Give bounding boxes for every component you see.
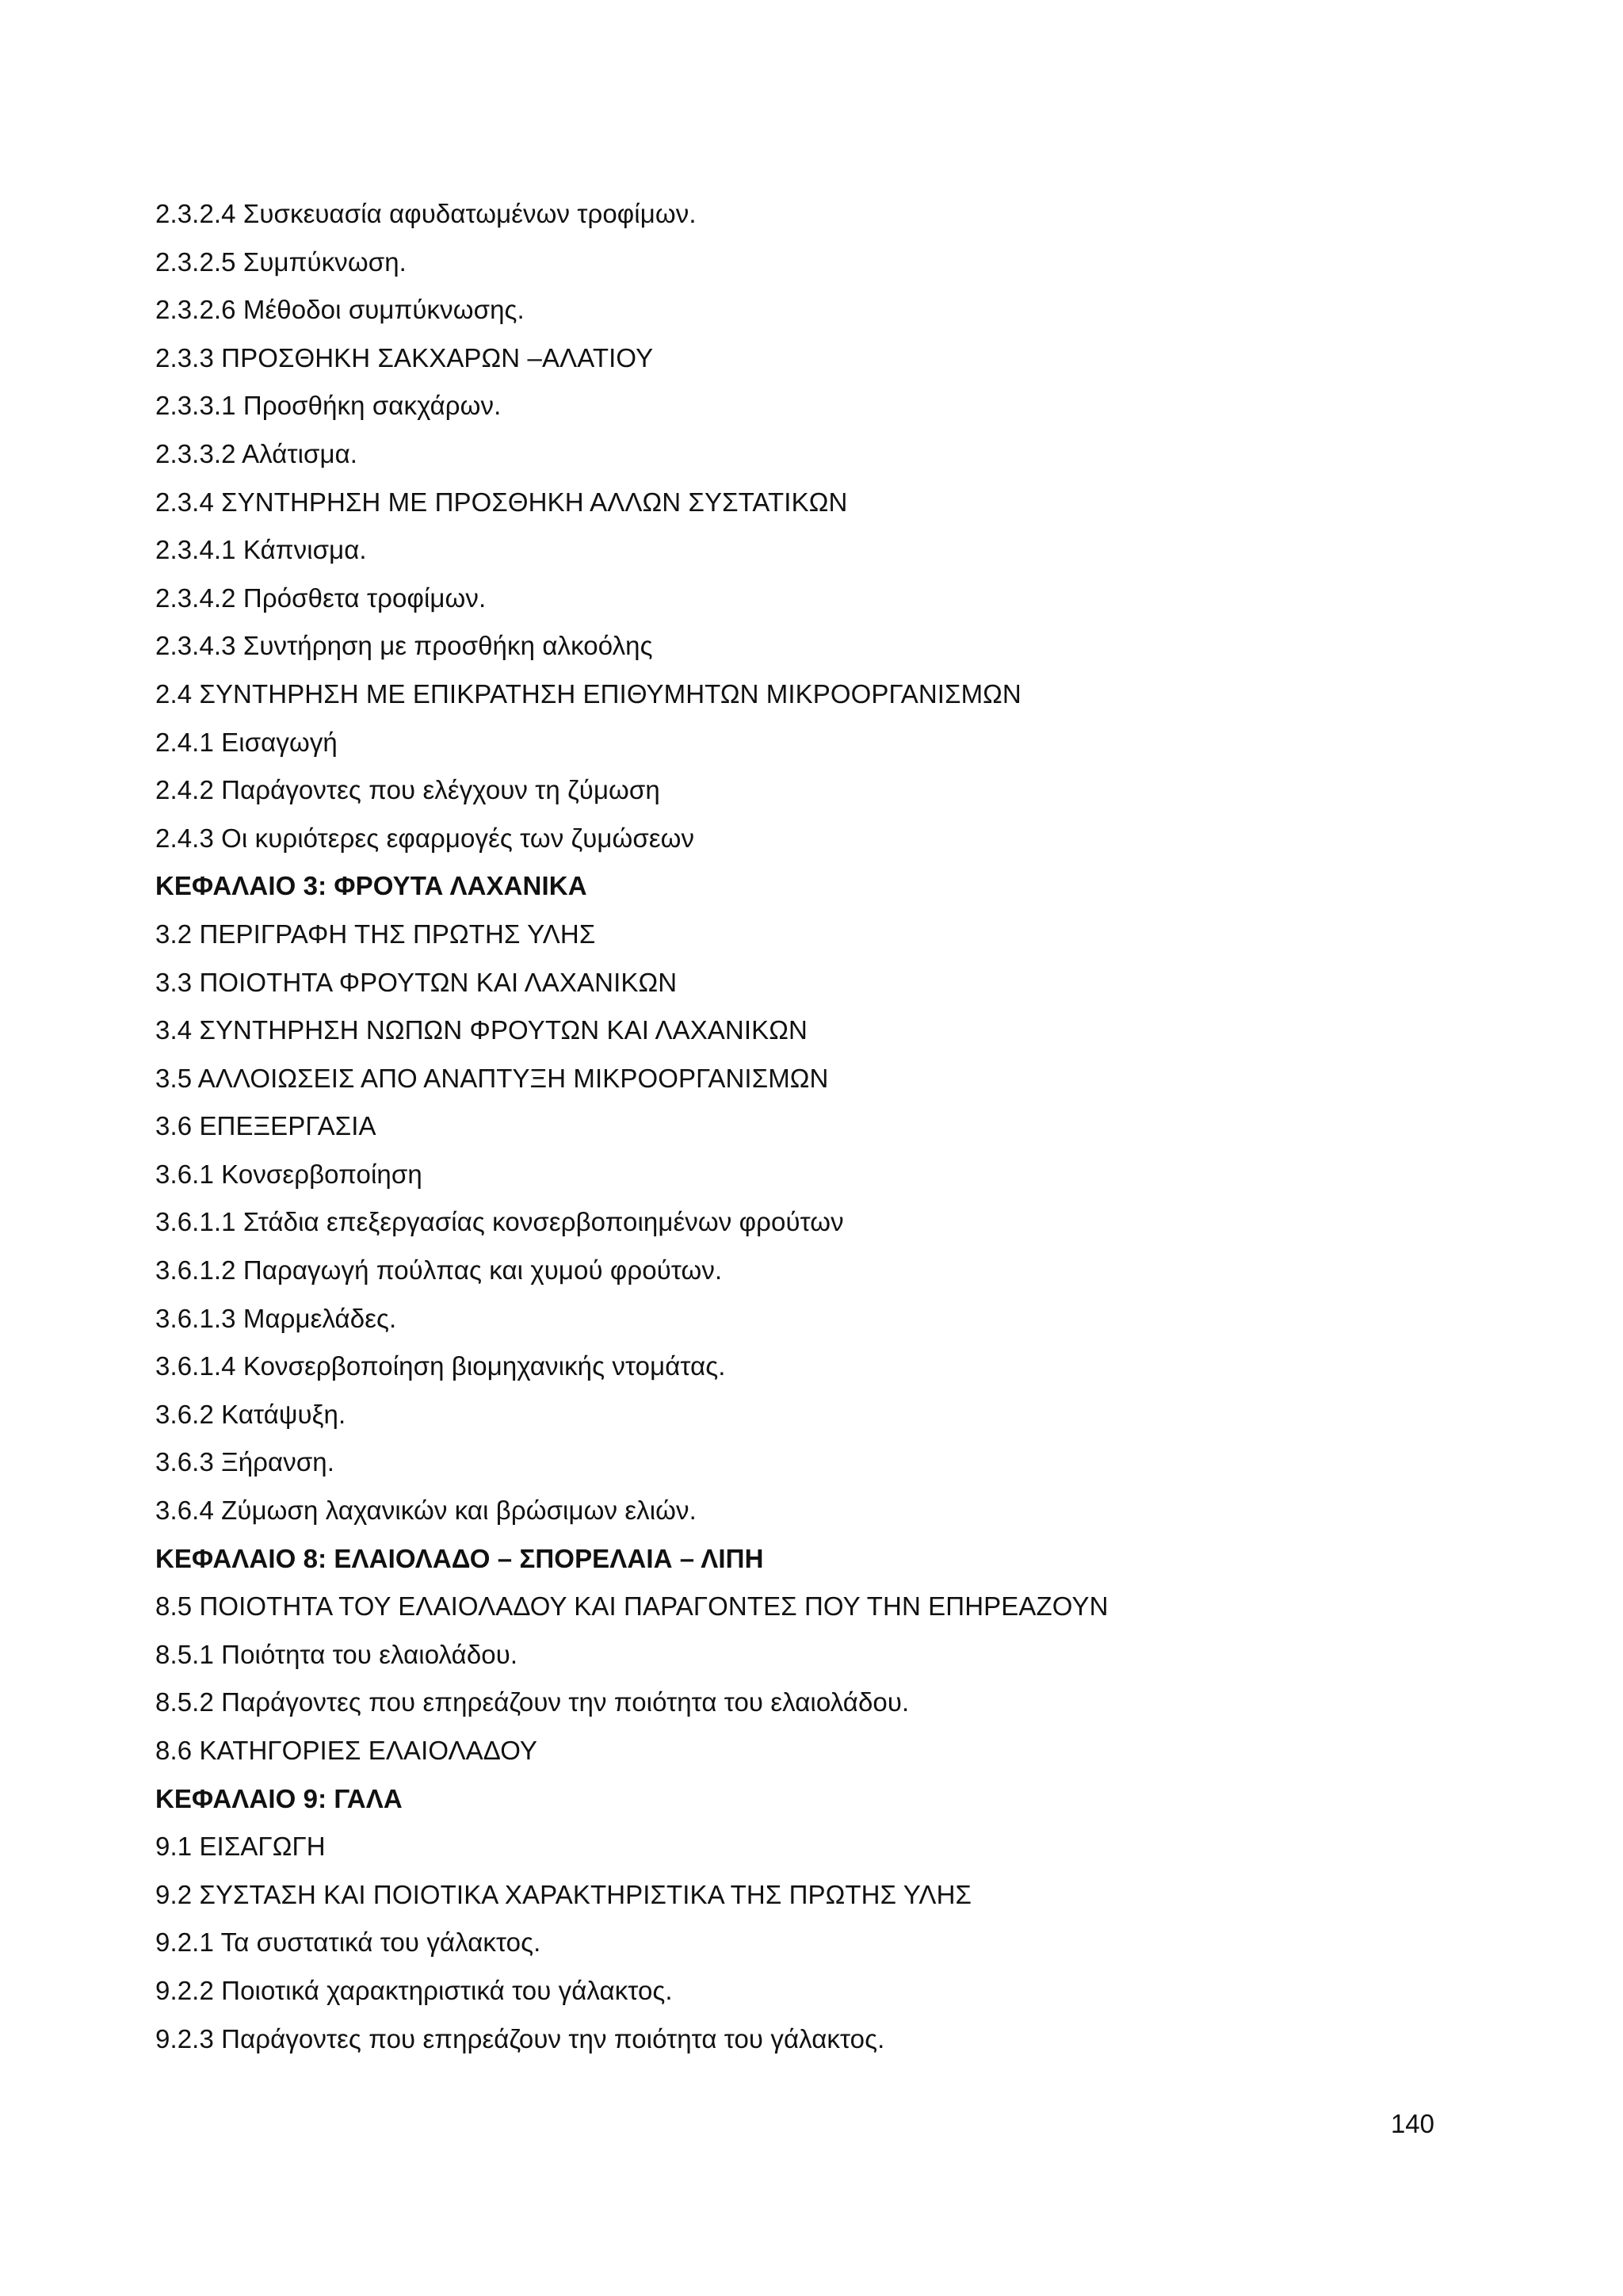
toc-chapter-heading: ΚΕΦΑΛΑΙΟ 3: ΦΡΟΥΤΑ ΛΑΧΑΝΙΚΑ xyxy=(155,871,587,901)
toc-chapter-heading: ΚΕΦΑΛΑΙΟ 9: ΓΑΛΑ xyxy=(155,1783,403,1813)
toc-entry: 3.6 ΕΠΕΞΕΡΓΑΣΙΑ xyxy=(155,1111,376,1141)
table-of-contents xyxy=(155,190,1503,2063)
toc-entry: 2.3.3.2 Αλάτισμα. xyxy=(155,438,358,468)
toc-entry: 2.3.2.4 Συσκευασία αφυδατωμένων τροφίμων. xyxy=(155,199,697,228)
toc-chapter-heading: ΚΕΦΑΛΑΙΟ 8: ΕΛΑΙΟΛΑΔΟ – ΣΠΟΡΕΛΑΙΑ – ΛΙΠΗ xyxy=(155,1543,764,1573)
toc-entry: 9.1 ΕΙΣΑΓΩΓΗ xyxy=(155,1832,326,1862)
toc-entry: 2.4.1 Εισαγωγή xyxy=(155,727,338,757)
toc-entry: 2.4.2 Παράγοντες που ελέγχουν τη ζύμωση xyxy=(155,775,660,805)
toc-entry: 3.6.1.3 Μαρμελάδες. xyxy=(155,1303,397,1333)
toc-entry: 3.6.4 Ζύμωση λαχανικών και βρώσιμων ελιών. xyxy=(155,1496,697,1526)
page-number: 140 xyxy=(1390,2109,1434,2138)
toc-entry: 8.6 ΚΑΤΗΓΟΡΙΕΣ ΕΛΑΙΟΛΑΔΟΥ xyxy=(155,1736,538,1765)
toc-entry: 3.6.2 Κατάψυξη. xyxy=(155,1399,346,1429)
toc-entry: 2.3.4.1 Κάπνισμα. xyxy=(155,535,367,565)
toc-entry: 3.6.1.2 Παραγωγή πούλπας και χυμού φρούτων. xyxy=(155,1255,723,1286)
toc-entry: 2.3.4.2 Πρόσθετα τροφίμων. xyxy=(155,583,487,613)
toc-entry: 3.6.3 Ξήρανση. xyxy=(155,1447,335,1477)
toc-entry: 9.2.2 Ποιοτικά χαρακτηριστικά του γάλακτος. xyxy=(155,1975,673,2005)
toc-entry: 8.5.1 Ποιότητα του ελαιολάδου. xyxy=(155,1639,518,1669)
toc-entry: 2.3.4 ΣΥΝΤΗΡΗΣΗ ΜΕ ΠΡΟΣΘΗΚΗ ΑΛΛΩΝ ΣΥΣΤΑΤΙΚΩΝ xyxy=(155,487,848,517)
toc-entry: 9.2.3 Παράγοντες που επηρεάζουν την ποιότητα του γάλακτος. xyxy=(155,2023,885,2053)
toc-entry: 3.6.1 Κονσερβοποίηση xyxy=(155,1159,422,1189)
toc-entry: 2.3.2.5 Συμπύκνωση. xyxy=(155,246,407,277)
toc-entry: 2.4.3 Οι κυριότερες εφαρμογές των ζυμώσεων xyxy=(155,823,695,853)
toc-entry: 3.6.1.1 Στάδια επεξεργασίας κονσερβοποιημένων φρούτων xyxy=(155,1207,844,1237)
toc-entry: 8.5.2 Παράγοντες που επηρεάζουν την ποιότητα του ελαιολάδου. xyxy=(155,1687,910,1717)
toc-entry: 3.4 ΣΥΝΤΗΡΗΣΗ ΝΩΠΩΝ ΦΡΟΥΤΩΝ ΚΑΙ ΛΑΧΑΝΙΚΩΝ xyxy=(155,1015,808,1045)
toc-entry: 8.5 ΠΟΙΟΤΗΤΑ ΤΟΥ ΕΛΑΙΟΛΑΔΟΥ ΚΑΙ ΠΑΡΑΓΟΝΤΕΣ ΠΟΥ ΤΗΝ ΕΠΗΡΕΑΖΟΥΝ xyxy=(155,1591,1109,1622)
toc-entry: 2.3.3.1 Προσθήκη σακχάρων. xyxy=(155,391,502,421)
toc-entry: 2.4 ΣΥΝΤΗΡΗΣΗ ΜΕ ΕΠΙΚΡΑΤΗΣΗ ΕΠΙΘΥΜΗΤΩΝ ΜΙΚΡΟΟΡΓΑΝΙΣΜΩΝ xyxy=(155,678,1022,709)
toc-entry: 3.6.1.4 Κονσερβοποίηση βιομηχανικής ντομάτας. xyxy=(155,1351,726,1381)
toc-entry: 2.3.3 ΠΡΟΣΘΗΚΗ ΣΑΚΧΑΡΩΝ –ΑΛΑΤΙΟΥ xyxy=(155,342,654,372)
toc-entry: 2.3.2.6 Μέθοδοι συμπύκνωσης. xyxy=(155,295,525,325)
toc-entry: 9.2.1 Τα συστατικά του γάλακτος. xyxy=(155,1927,541,1958)
toc-entry: 3.3 ΠΟΙΟΤΗΤΑ ΦΡΟΥΤΩΝ ΚΑΙ ΛΑΧΑΝΙΚΩΝ xyxy=(155,967,678,997)
toc-entry: 3.5 ΑΛΛΟΙΩΣΕΙΣ ΑΠΟ ΑΝΑΠΤΥΞΗ ΜΙΚΡΟΟΡΓΑΝΙΣΜΩΝ xyxy=(155,1063,829,1093)
toc-entry: 2.3.4.3 Συντήρηση με προσθήκη αλκοόλης xyxy=(155,631,653,661)
toc-entry: 9.2 ΣΥΣΤΑΣΗ ΚΑΙ ΠΟΙΟΤΙΚΑ ΧΑΡΑΚΤΗΡΙΣΤΙΚΑ ΤΗΣ ΠΡΩΤΗΣ ΥΛΗΣ xyxy=(155,1879,972,1909)
toc-entry: 3.2 ΠΕΡΙΓΡΑΦΗ ΤΗΣ ΠΡΩΤΗΣ ΥΛΗΣ xyxy=(155,919,596,949)
